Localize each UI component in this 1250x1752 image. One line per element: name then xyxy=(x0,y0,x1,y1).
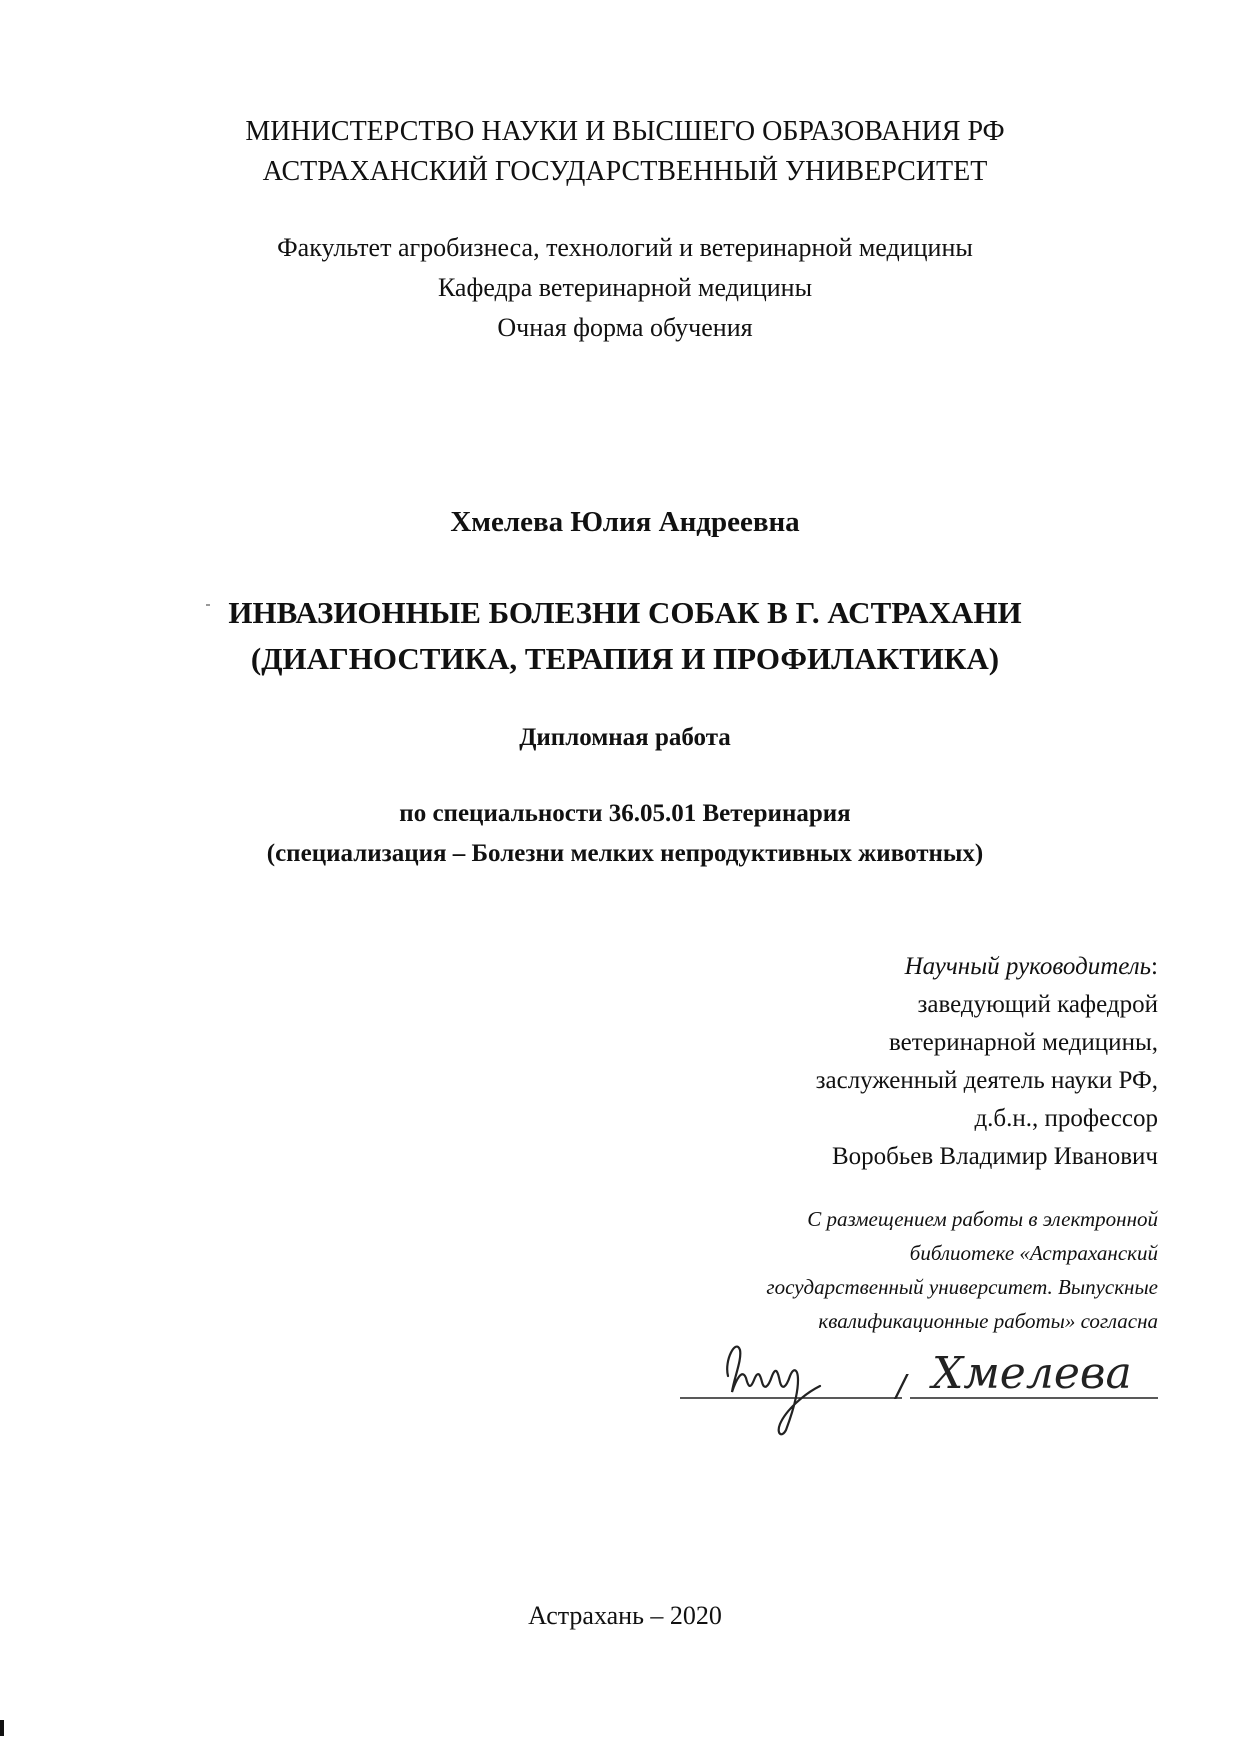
library-consent xyxy=(766,1202,1158,1338)
handwritten-surname: Хмелева xyxy=(932,1348,1132,1399)
department-line: Кафедра ветеринарной медицины xyxy=(437,273,813,302)
university-line: АСТРАХАНСКИЙ ГОСУДАРСТВЕННЫЙ УНИВЕРСИТЕТ xyxy=(262,156,988,187)
thesis-title-line-2: (ДИАГНОСТИКА, ТЕРАПИЯ И ПРОФИЛАКТИКА) xyxy=(250,641,1000,676)
supervisor-position: заведующий кафедрой xyxy=(917,991,1158,1018)
study-form-line: Очная форма обучения xyxy=(497,313,753,342)
supervisor-block xyxy=(816,948,1158,1176)
specialty-line: по специальности 36.05.01 Ветеринария xyxy=(399,800,851,827)
signature-separator: / xyxy=(896,1369,907,1404)
city-year: Астрахань – 2020 xyxy=(528,1601,722,1630)
consent-line-2: библиотеке «Астраханский xyxy=(909,1241,1158,1265)
scan-edge-mark xyxy=(0,1720,4,1736)
ministry-header xyxy=(0,112,1250,192)
faculty-line: Факультет агробизнеса, технологий и ветеринарной медицины xyxy=(277,233,973,262)
supervisor-name: Воробьев Владимир Иванович xyxy=(831,1143,1158,1170)
supervisor-caption-line xyxy=(816,948,1158,986)
ministry-line: МИНИСТЕРСТВО НАУКИ И ВЫСШЕГО ОБРАЗОВАНИЯ РФ xyxy=(245,116,1005,147)
supervisor-honor: заслуженный деятель науки РФ, xyxy=(815,1067,1158,1094)
author-name: Хмелева Юлия Андреевна xyxy=(450,506,800,538)
signature-area xyxy=(680,1330,1160,1440)
supervisor-department: ветеринарной медицины, xyxy=(888,1029,1158,1056)
supervisor-degree: д.б.н., профессор xyxy=(974,1105,1158,1132)
handwritten-signature xyxy=(727,1347,820,1435)
signature-drawing xyxy=(680,1330,1160,1440)
supervisor-caption: Научный руководитель xyxy=(904,953,1152,980)
thesis-title-line-1: ИНВАЗИОННЫЕ БОЛЕЗНИ СОБАК В Г. АСТРАХАНИ xyxy=(228,595,1022,630)
specialization-line: (специализация – Болезни мелких непродуктивных животных) xyxy=(266,840,984,867)
consent-line-4: квалификационные работы» согласна xyxy=(818,1309,1158,1333)
faculty-block xyxy=(0,228,1250,348)
work-type: Дипломная работа xyxy=(519,724,731,751)
specialty-block xyxy=(0,794,1250,874)
consent-line-3: государственный университет. Выпускные xyxy=(766,1275,1158,1299)
consent-line-1: С размещением работы в электронной xyxy=(807,1207,1158,1231)
supervisor-caption-colon: : xyxy=(1151,953,1158,980)
thesis-title xyxy=(0,590,1250,682)
